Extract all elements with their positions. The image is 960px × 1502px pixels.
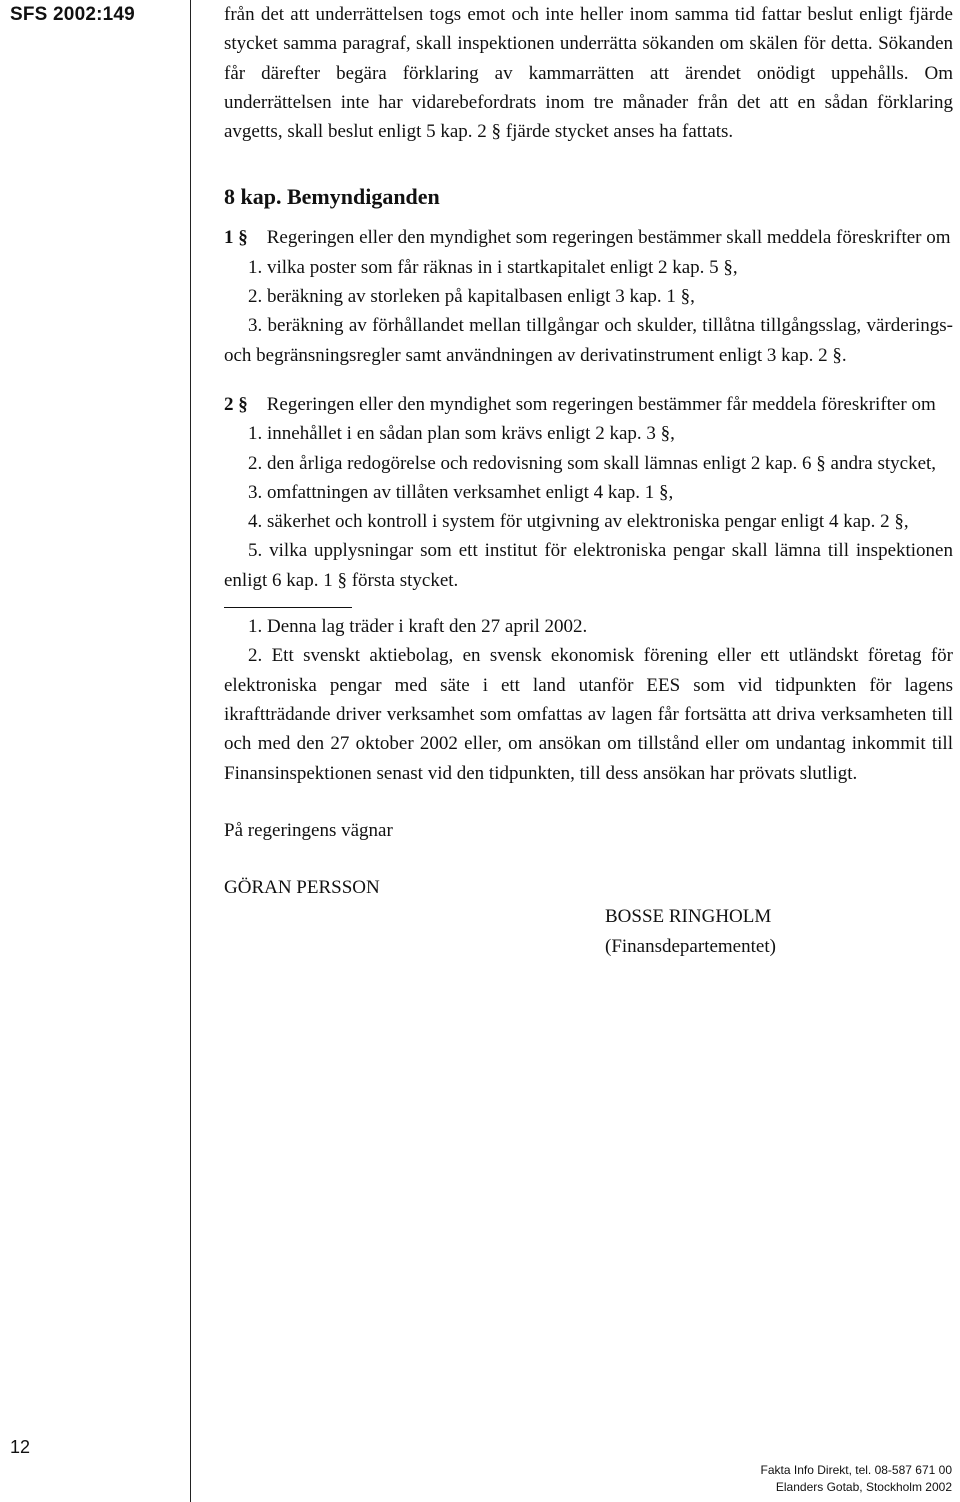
- section-2-number: 2 §: [224, 393, 248, 415]
- section-2-item-1: 1. innehållet i en sådan plan som krävs enligt 2 kap. 3 §,: [248, 423, 675, 445]
- section-2-text: Regeringen eller den myndighet som regeringen bestämmer får meddela föreskrifter om: [266, 393, 936, 415]
- section-2-item-4: 4. säkerhet och kontroll i system för utgivning av elektroniska pengar enligt 4 kap. 2 §,: [248, 511, 909, 533]
- section-2-intro: [224, 390, 953, 419]
- section-divider: [224, 607, 352, 608]
- intro-paragraph: från det att underrättelsen togs emot och inte heller inom samma tid fattar beslut enligt fjärde stycket samma paragraf, skall inspektionen underrätta sökanden om skälen för detta. Sökanden får därefter begära förklaring av kammarrätten att ärendet onödigt uppehålls. Om underrättelsen inte har vidarebefordrats inom tre månader från det att en sådan förklaring avgetts, skall beslut enligt 5 kap. 2 § fjärde stycket anses ha fattats.: [224, 4, 953, 143]
- section-1-intro: [224, 223, 953, 252]
- section-1-item-3: 3. beräkning av förhållandet mellan tillgångar och skulder, tillåtna tillgångsslag, värderings- och begränsningsregler samt användningen av derivatinstrument enligt 3 kap. 2 §.: [224, 315, 953, 366]
- page-number: 12: [10, 1437, 31, 1457]
- printer-contact: Fakta Info Direkt, tel. 08-587 671 00: [760, 1463, 952, 1477]
- signatory-2-department: (Finansdepartementet): [605, 935, 776, 957]
- section-1-number: 1 §: [224, 227, 248, 249]
- chapter-heading: 8 kap. Bemyndiganden: [224, 184, 440, 210]
- on-behalf-line: På regeringens vägnar: [224, 819, 393, 841]
- printer-info: [761, 1462, 952, 1496]
- section-2-item-2: 2. den årliga redogörelse och redovisning som skall lämnas enligt 2 kap. 6 § andra stycket,: [248, 452, 937, 474]
- transitional-item-1: 1. Denna lag träder i kraft den 27 april 2002.: [248, 616, 588, 638]
- document-body: [224, 0, 953, 961]
- section-1-text: Regeringen eller den myndighet som regeringen bestämmer skall meddela föreskrifter om: [266, 227, 951, 249]
- transitional-item-2: 2. Ett svenskt aktiebolag, en svensk ekonomisk förening eller ett utländskt företag för elektroniska pengar med säte i ett land utanför EES som vid tidpunkten för lagens ikraftträdande driver verksamhet som omfattas av lagen får fortsätta att driva verksamheten till och med den 27 oktober 2002 eller, om ansökan om tillstånd eller om undantag inkommit till Finansinspektionen senast vid den tidpunkten, till dess ansökan har prövats slutligt.: [224, 645, 953, 784]
- left-margin-column: [0, 0, 191, 1502]
- sfs-number: SFS 2002:149: [10, 4, 135, 25]
- signatory-1: GÖRAN PERSSON: [224, 877, 380, 899]
- section-1-item-2: 2. beräkning av storleken på kapitalbasen enligt 3 kap. 1 §,: [248, 286, 695, 308]
- section-2-item-5: 5. vilka upplysningar som ett institut för elektroniska pengar skall lämna till inspektionen enligt 6 kap. 1 § första stycket.: [224, 540, 953, 591]
- section-2-item-3: 3. omfattningen av tillåten verksamhet enligt 4 kap. 1 §,: [248, 481, 674, 503]
- printer-name: Elanders Gotab, Stockholm 2002: [775, 1480, 952, 1494]
- section-1-item-1: 1. vilka poster som får räknas in i startkapitalet enligt 2 kap. 5 §,: [248, 256, 738, 278]
- signatory-2: BOSSE RINGHOLM: [605, 906, 772, 928]
